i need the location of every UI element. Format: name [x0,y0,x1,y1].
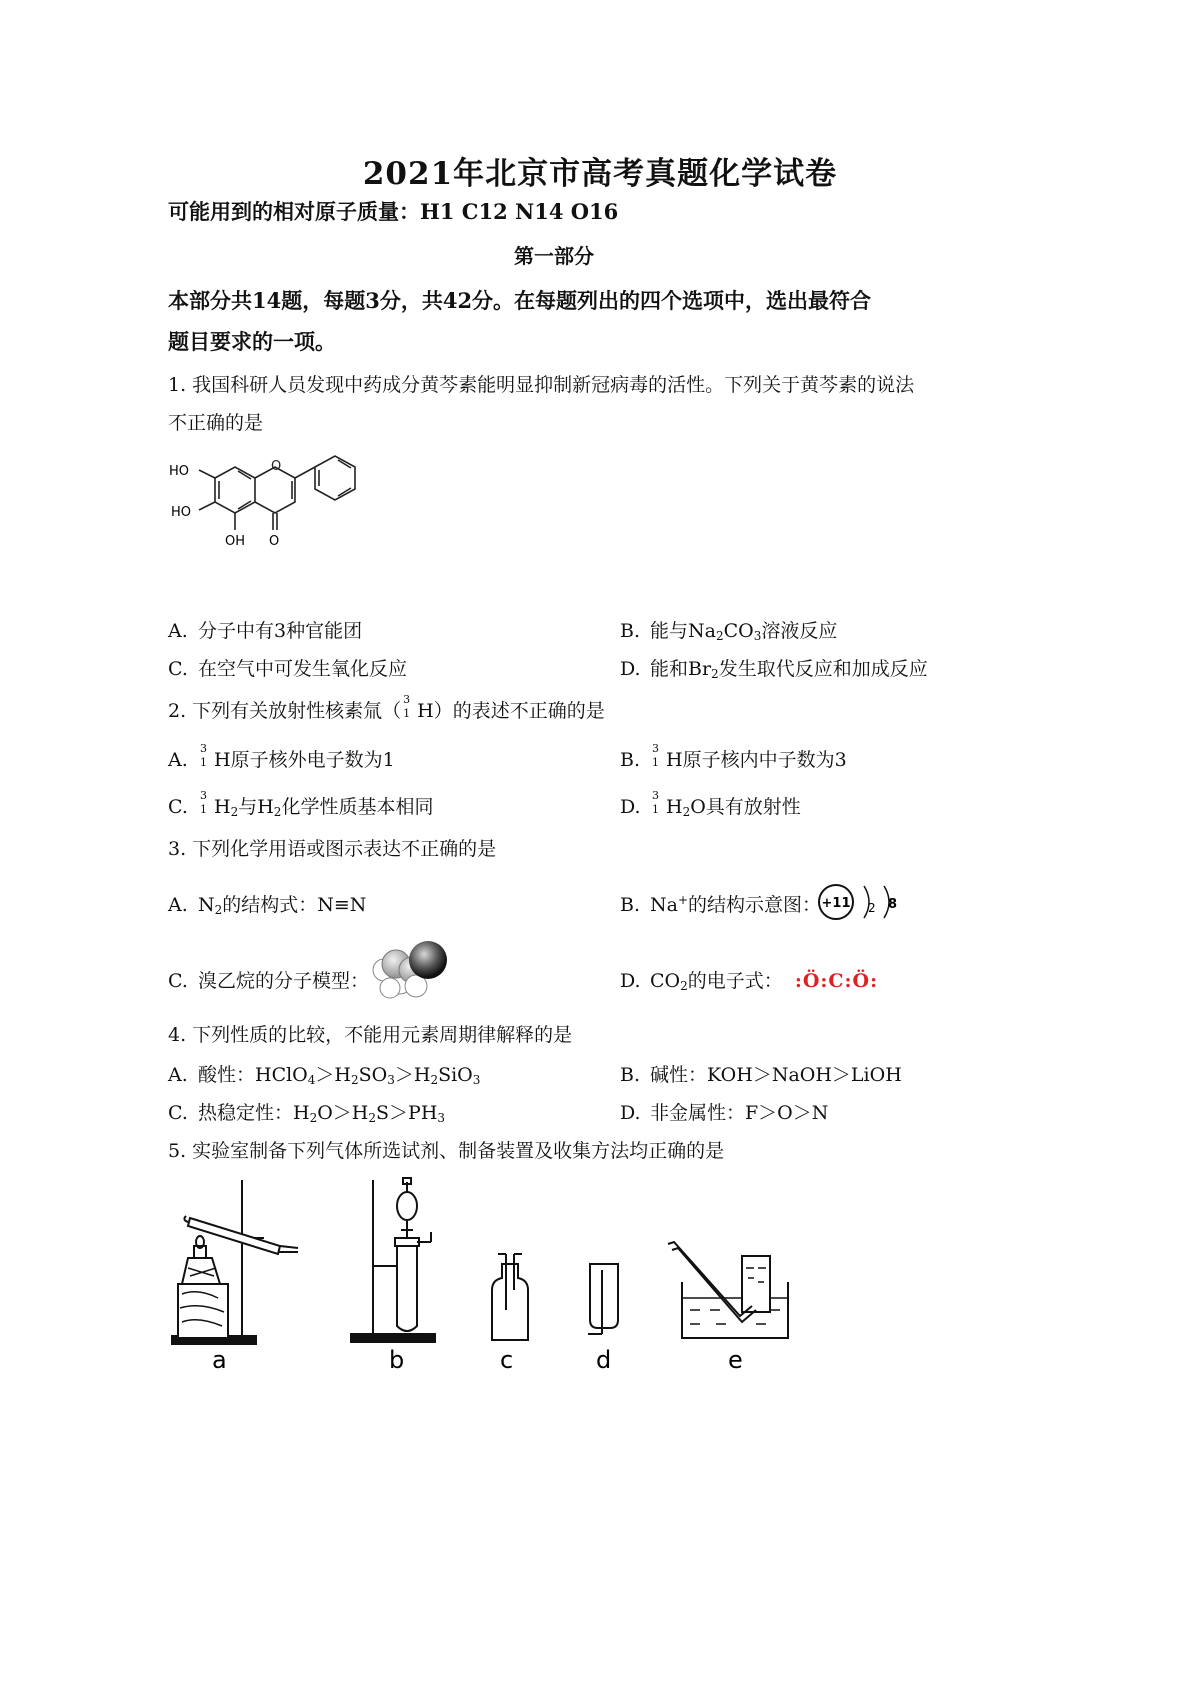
oh-label-bottom: OH [225,534,246,549]
apparatus-b-label: b [389,1346,405,1374]
q4-stem: 4. 下列性质的比较，不能用元素周期律解释的是 [168,1024,573,1046]
nucleus-charge: +11 [821,896,851,911]
instructions-line2: 题目要求的一项。 [168,329,336,354]
apparatus-e [660,1238,800,1378]
apparatus-c-label: c [500,1346,514,1374]
apparatus-a-label: a [212,1346,227,1374]
q3-option-d: D. $CO_2$的电子式： :Ö:C:Ö: [620,970,879,993]
apparatus-c [478,1250,548,1376]
shell-2-count: 8 [888,897,898,912]
baicalein-structure [165,450,365,570]
q2-stem: 2. 下列有关放射性核素氚（ 3 1 H）的表述不正确的是 [168,693,605,722]
ketone-o-label: O [269,534,280,549]
q3-option-c: C. 溴乙烷的分子模型： [168,970,370,992]
part-heading: 第一部分 [514,244,594,268]
apparatus-b [345,1176,475,1376]
q1-option-a: A. 分子中有3种官能团 [168,620,363,642]
sodium-ion-diagram [814,878,910,926]
q2-option-a: A. 3 1 H原子核外电子数为1 [168,742,395,771]
q4-option-a: A. 酸性：$HClO_4>H_2SO_3>H_2SiO_3$ [168,1064,481,1087]
q3-option-b: B. Na+的结构示意图： [620,893,822,916]
q3-stem: 3. 下列化学用语或图示表达不正确的是 [168,838,497,860]
q2-option-b: B. 3 1 H原子核内中子数为3 [620,742,847,771]
q1-stem-line1: 1. 我国科研人员发现中药成分黄芩素能明显抑制新冠病毒的活性。下列关于黄芩素的说法 [168,374,915,396]
page-title: 2021年北京市高考真题化学试卷 [362,156,838,192]
co2-electron-formula: :Ö:C:Ö: [794,970,879,992]
apparatus-d [578,1250,638,1376]
q5-stem: 5. 实验室制备下列气体所选试剂、制备装置及收集方法均正确的是 [168,1140,725,1162]
q2-option-c: C. 3 1 $H_2$与$H_2$化学性质基本相同 [168,789,434,819]
q4-option-d: D. 非金属性：F＞O＞N [620,1102,829,1124]
q1-option-d: D. 能和$Br_2$发生取代反应和加成反应 [620,658,928,681]
q4-option-b: B. 碱性：KOH＞NaOH＞LiOH [620,1064,902,1086]
instructions-line1: 本部分共14题，每题3分，共42分。在每题列出的四个选项中，选出最符合 [168,288,872,313]
q4-option-c: C. 热稳定性：$H_2O>H_2S>PH_3$ [168,1102,446,1125]
ring-o-label: O [271,459,282,474]
q1-stem-line2: 不正确的是 [168,412,264,434]
shell-1-count: 2 [868,901,876,915]
bromoethane-model [370,940,452,1002]
apparatus-a [168,1176,308,1376]
ho-label-top: HO [169,464,190,479]
q3-option-a: A. $N_2$的结构式：N≡N [168,894,367,917]
q2-option-d: D. 3 1 $H_2O$具有放射性 [620,789,801,819]
ho-label-mid: HO [171,505,192,520]
atomic-masses: 可能用到的相对原子质量：H1 C12 N14 O16 [168,199,619,224]
q1-option-c: C. 在空气中可发生氧化反应 [168,658,408,680]
q1-option-b: B. 能与$Na_2CO_3$溶液反应 [620,620,838,643]
apparatus-d-label: d [596,1346,612,1374]
apparatus-e-label: e [728,1346,743,1374]
